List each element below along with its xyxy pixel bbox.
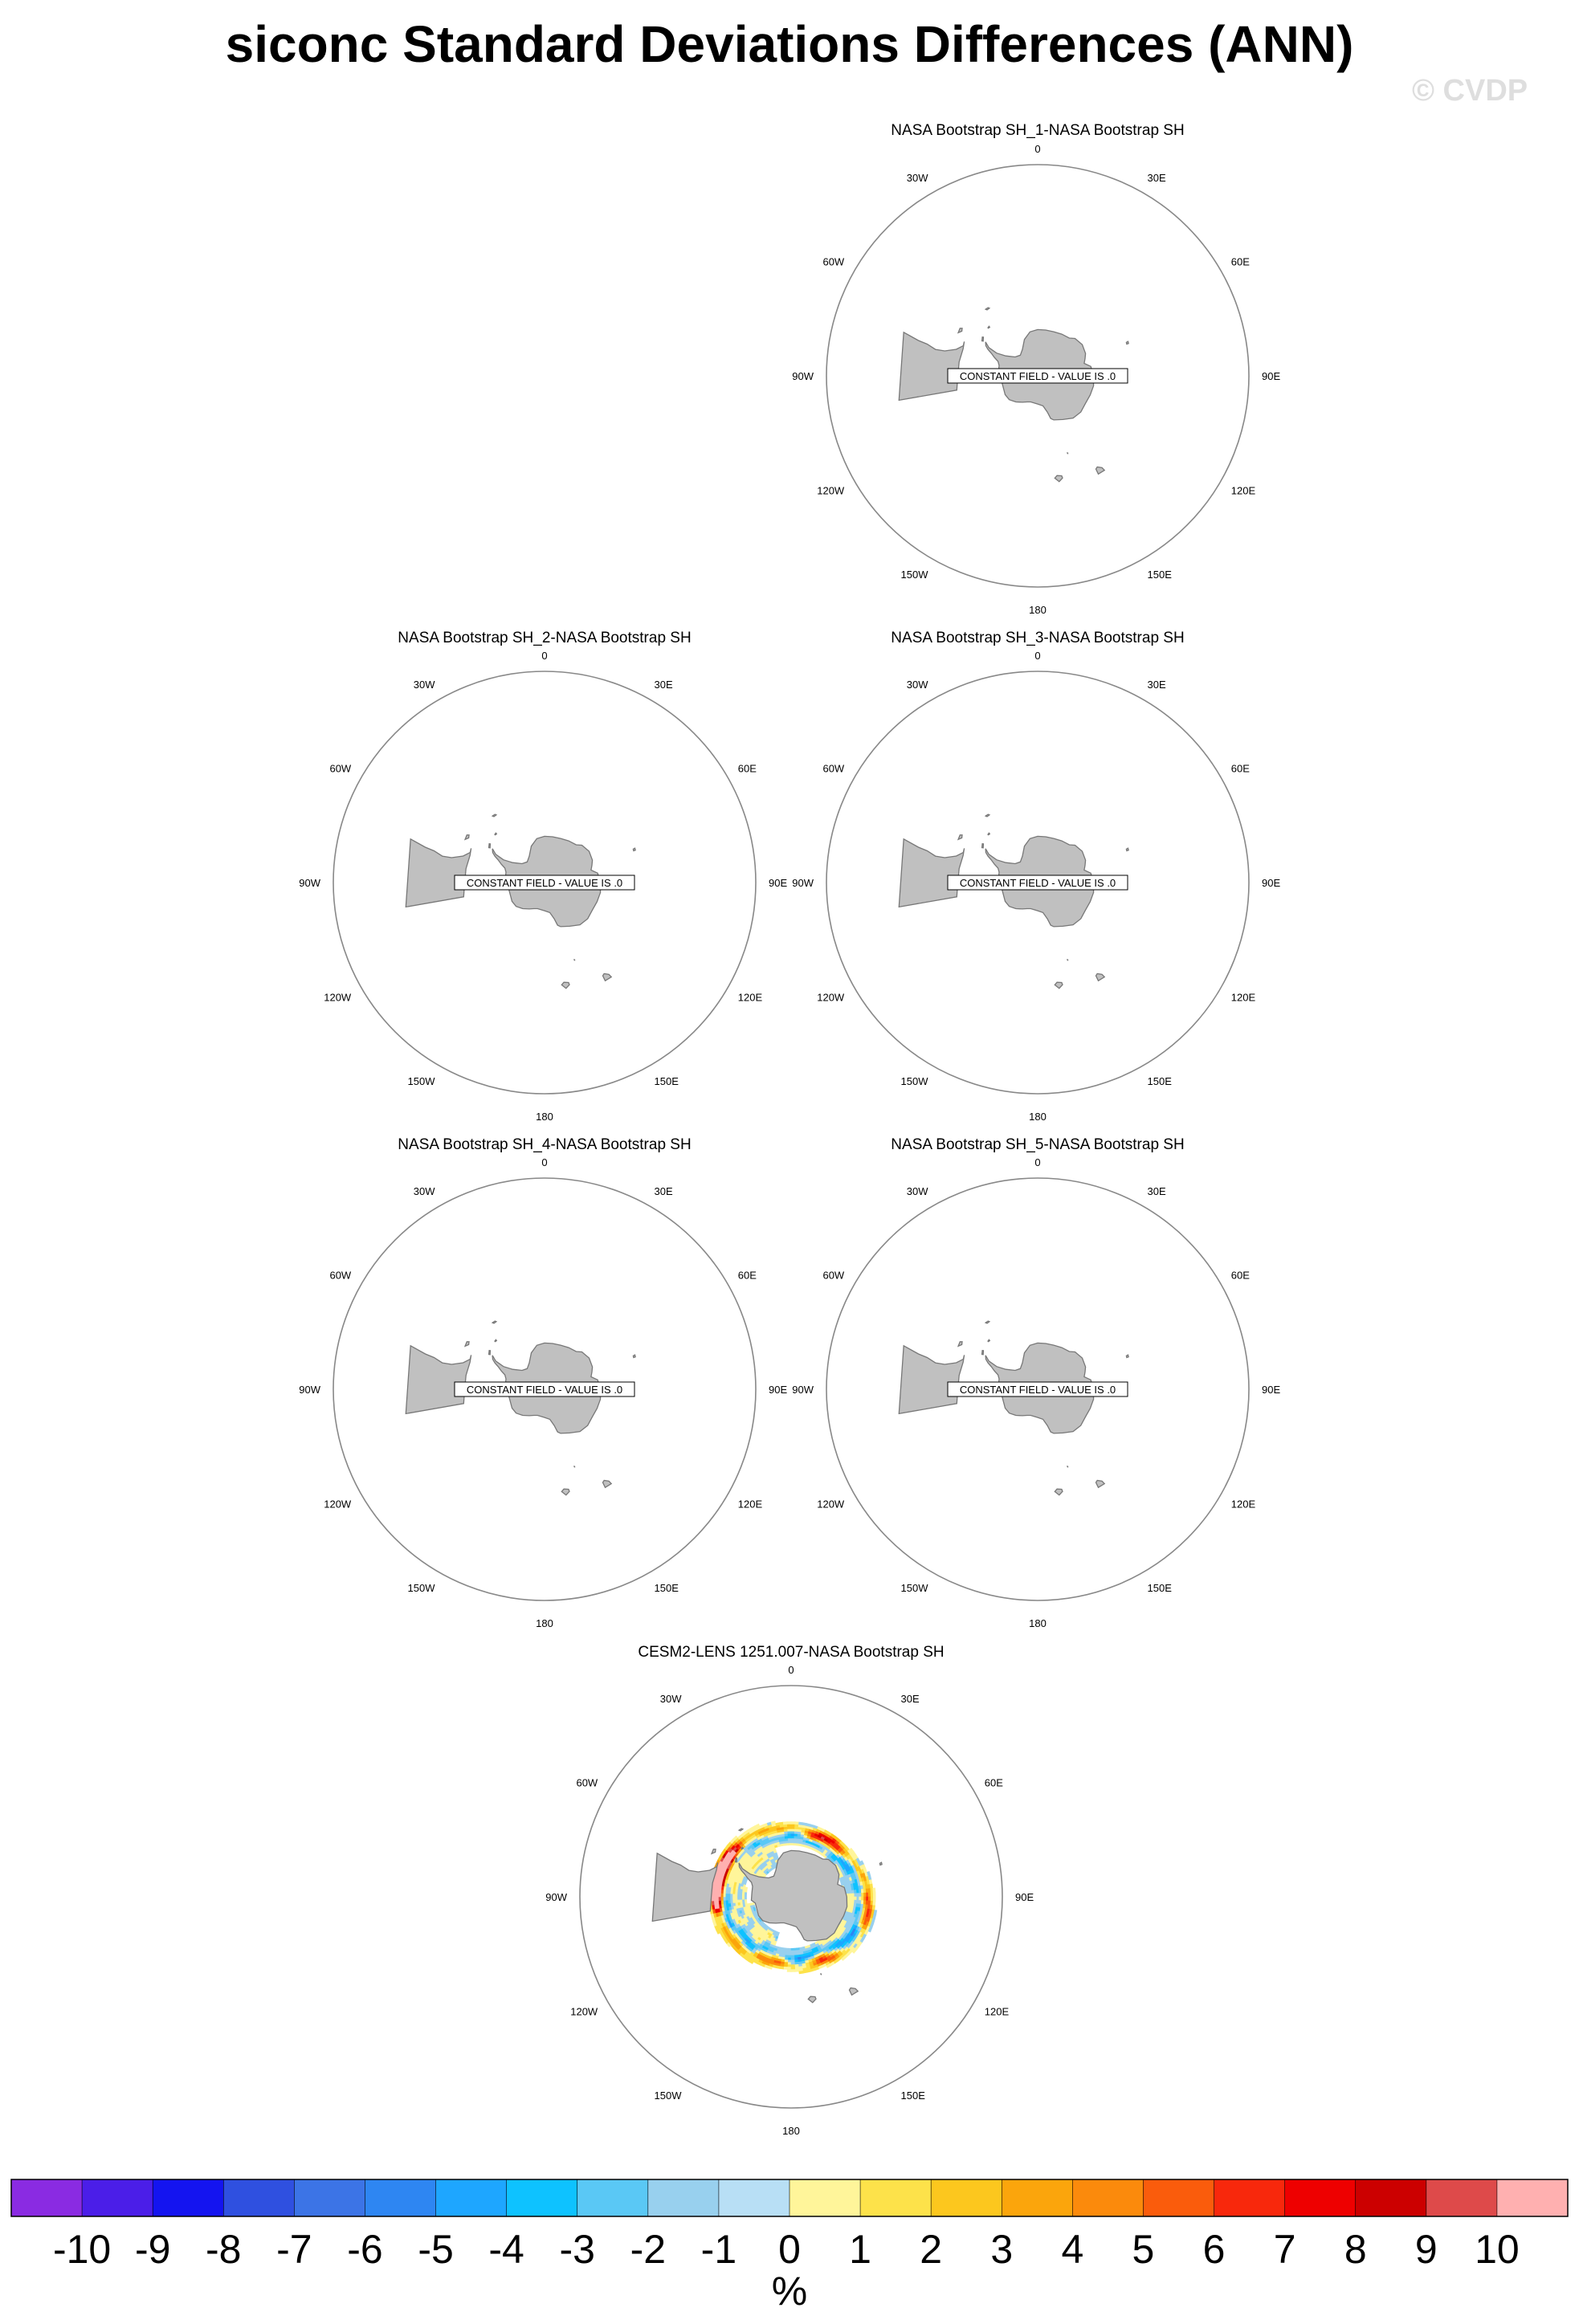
colorbar-swatch bbox=[577, 2179, 648, 2216]
colorbar-swatch bbox=[860, 2179, 931, 2216]
colorbar-swatch bbox=[719, 2179, 790, 2216]
lon-label-3-5: 150E bbox=[654, 1581, 679, 1594]
lon-label-2-3: 90E bbox=[1262, 877, 1281, 889]
lon-label-1-11: 30W bbox=[413, 679, 435, 691]
lon-label-0-5: 150E bbox=[1147, 568, 1172, 581]
panel-title-6: CESM2-LENS 1251.007-NASA Bootstrap SH bbox=[638, 1644, 945, 1661]
lon-label-0-2: 60E bbox=[1230, 255, 1250, 268]
lon-label-5-6: 180 bbox=[782, 2125, 800, 2137]
lon-label-4-5: 150E bbox=[1147, 1581, 1172, 1594]
lon-label-0-9: 90W bbox=[792, 370, 814, 382]
lon-label-2-2: 60E bbox=[1230, 762, 1250, 775]
lon-label-2-1: 30E bbox=[1147, 679, 1166, 691]
lon-label-2-4: 120E bbox=[1230, 991, 1256, 1004]
svg-text:CONSTANT FIELD - VALUE IS .0: CONSTANT FIELD - VALUE IS .0 bbox=[959, 877, 1116, 889]
lon-label-2-0: 0 bbox=[1034, 650, 1041, 662]
colorbar-tick-label: -5 bbox=[418, 2227, 454, 2272]
colorbar-tick-label: 2 bbox=[920, 2227, 943, 2272]
colorbar-swatch bbox=[223, 2179, 294, 2216]
lon-label-0-4: 120E bbox=[1230, 484, 1256, 497]
lon-label-3-9: 90W bbox=[299, 1384, 320, 1396]
colorbar-tick-label: -1 bbox=[700, 2227, 737, 2272]
lon-label-5-3: 90E bbox=[1015, 1891, 1034, 1903]
colorbar-swatch bbox=[82, 2179, 153, 2216]
colorbar-tick-label: 0 bbox=[778, 2227, 801, 2272]
lon-label-5-9: 90W bbox=[545, 1891, 567, 1903]
lon-label-4-1: 30E bbox=[1147, 1185, 1166, 1198]
lon-label-5-4: 120E bbox=[984, 2005, 1010, 2018]
lon-label-3-4: 120E bbox=[737, 1498, 763, 1511]
colorbar-tick-label: 5 bbox=[1132, 2227, 1155, 2272]
colorbar-swatch bbox=[294, 2179, 365, 2216]
colorbar-tick-label: 10 bbox=[1475, 2227, 1520, 2272]
colorbar-swatch bbox=[1143, 2179, 1214, 2216]
colorbar-tick-label: -9 bbox=[134, 2227, 171, 2272]
lon-label-0-1: 30E bbox=[1147, 172, 1166, 185]
lon-label-4-11: 30W bbox=[906, 1185, 928, 1198]
lon-label-5-11: 30W bbox=[659, 1693, 682, 1706]
panel-title-4: NASA Bootstrap SH_4-NASA Bootstrap SH bbox=[398, 1136, 692, 1153]
colorbar-tick-label: 4 bbox=[1061, 2227, 1084, 2272]
lon-label-1-0: 0 bbox=[541, 650, 548, 662]
lon-label-3-11: 30W bbox=[413, 1185, 435, 1198]
lon-label-4-4: 120E bbox=[1230, 1498, 1256, 1511]
colorbar-swatch bbox=[153, 2179, 223, 2216]
lon-label-2-7: 150W bbox=[900, 1074, 928, 1087]
lon-label-0-0: 0 bbox=[1034, 143, 1041, 155]
colorbar-swatch bbox=[507, 2179, 577, 2216]
lon-label-3-2: 60E bbox=[737, 1269, 757, 1282]
colorbar-swatch bbox=[1285, 2179, 1356, 2216]
lon-label-4-6: 180 bbox=[1029, 1617, 1047, 1629]
lon-label-0-8: 120W bbox=[817, 484, 845, 497]
lon-label-1-10: 60W bbox=[329, 762, 352, 775]
colorbar-tick-label: 7 bbox=[1273, 2227, 1296, 2272]
lon-label-2-6: 180 bbox=[1029, 1111, 1047, 1123]
colorbar-tick-label: 3 bbox=[990, 2227, 1014, 2272]
lon-label-4-2: 60E bbox=[1230, 1269, 1250, 1282]
colorbar-unit: % bbox=[771, 2269, 808, 2314]
svg-text:CONSTANT FIELD - VALUE IS .0: CONSTANT FIELD - VALUE IS .0 bbox=[959, 370, 1116, 382]
lon-label-5-1: 30E bbox=[900, 1693, 920, 1706]
colorbar-swatch bbox=[1426, 2179, 1497, 2216]
panel-title-2: NASA Bootstrap SH_2-NASA Bootstrap SH bbox=[398, 630, 692, 646]
svg-text:CONSTANT FIELD - VALUE IS .0: CONSTANT FIELD - VALUE IS .0 bbox=[466, 877, 623, 889]
lon-label-5-8: 120W bbox=[570, 2005, 598, 2018]
lon-label-0-6: 180 bbox=[1029, 604, 1047, 616]
colorbar-swatch bbox=[365, 2179, 435, 2216]
colorbar-tick-label: 1 bbox=[849, 2227, 871, 2272]
lon-label-3-8: 120W bbox=[324, 1498, 352, 1511]
lon-label-1-3: 90E bbox=[769, 877, 788, 889]
colorbar-swatch bbox=[1214, 2179, 1285, 2216]
colorbar-swatch bbox=[1356, 2179, 1426, 2216]
lon-label-1-5: 150E bbox=[654, 1074, 679, 1087]
lon-label-2-11: 30W bbox=[906, 679, 928, 691]
watermark: © CVDP bbox=[1412, 74, 1528, 108]
panel-title-5: NASA Bootstrap SH_5-NASA Bootstrap SH bbox=[891, 1136, 1185, 1153]
colorbar-swatch bbox=[11, 2179, 82, 2216]
colorbar-tick-label: 6 bbox=[1202, 2227, 1226, 2272]
colorbar-tick-label: 8 bbox=[1344, 2227, 1367, 2272]
colorbar-tick-label: -4 bbox=[488, 2227, 524, 2272]
lon-label-0-3: 90E bbox=[1262, 370, 1281, 382]
lon-label-3-1: 30E bbox=[654, 1185, 673, 1198]
colorbar-tick-label: -8 bbox=[206, 2227, 242, 2272]
panel-title-1: NASA Bootstrap SH_1-NASA Bootstrap SH bbox=[891, 122, 1185, 139]
panel-title-3: NASA Bootstrap SH_3-NASA Bootstrap SH bbox=[891, 630, 1185, 646]
lon-label-1-2: 60E bbox=[737, 762, 757, 775]
colorbar-swatch bbox=[931, 2179, 1002, 2216]
lon-label-2-9: 90W bbox=[792, 877, 814, 889]
lon-label-3-0: 0 bbox=[541, 1156, 548, 1168]
colorbar-tick-label: -3 bbox=[559, 2227, 595, 2272]
lon-label-1-1: 30E bbox=[654, 679, 673, 691]
lon-label-0-7: 150W bbox=[900, 568, 928, 581]
lon-label-3-10: 60W bbox=[329, 1269, 352, 1282]
lon-label-5-5: 150E bbox=[900, 2089, 925, 2102]
lon-label-1-9: 90W bbox=[299, 877, 320, 889]
colorbar-swatch bbox=[436, 2179, 507, 2216]
colorbar-tick-label: -2 bbox=[630, 2227, 667, 2272]
lon-label-4-7: 150W bbox=[900, 1581, 928, 1594]
colorbar-swatch bbox=[1002, 2179, 1072, 2216]
lon-label-4-10: 60W bbox=[822, 1269, 845, 1282]
lon-label-5-7: 150W bbox=[654, 2089, 682, 2102]
colorbar-swatch bbox=[648, 2179, 719, 2216]
colorbar-tick-label: -10 bbox=[52, 2227, 112, 2272]
lon-label-4-3: 90E bbox=[1262, 1384, 1281, 1396]
lon-label-1-7: 150W bbox=[407, 1074, 435, 1087]
lon-label-5-2: 60E bbox=[984, 1776, 1003, 1789]
colorbar-tick-label: 9 bbox=[1414, 2227, 1438, 2272]
lon-label-5-0: 0 bbox=[788, 1664, 794, 1676]
svg-text:CONSTANT FIELD - VALUE IS .0: CONSTANT FIELD - VALUE IS .0 bbox=[959, 1384, 1116, 1396]
lon-label-0-10: 60W bbox=[822, 255, 845, 268]
figure-title: siconc Standard Deviations Differences (ANN) bbox=[225, 15, 1354, 73]
lon-label-4-8: 120W bbox=[817, 1498, 845, 1511]
colorbar-tick-label: -7 bbox=[276, 2227, 312, 2272]
lon-label-2-8: 120W bbox=[817, 991, 845, 1004]
colorbar-tick-label: -6 bbox=[347, 2227, 383, 2272]
lon-label-3-6: 180 bbox=[536, 1617, 553, 1629]
lon-label-1-8: 120W bbox=[324, 991, 352, 1004]
lon-label-3-7: 150W bbox=[407, 1581, 435, 1594]
colorbar-swatch bbox=[1497, 2179, 1568, 2216]
lon-label-0-11: 30W bbox=[906, 172, 928, 185]
lon-label-4-0: 0 bbox=[1034, 1156, 1041, 1168]
lon-label-5-10: 60W bbox=[576, 1776, 598, 1789]
colorbar-swatch bbox=[790, 2179, 860, 2216]
colorbar-swatch bbox=[1072, 2179, 1143, 2216]
svg-text:CONSTANT FIELD - VALUE IS .0: CONSTANT FIELD - VALUE IS .0 bbox=[466, 1384, 623, 1396]
lon-label-1-6: 180 bbox=[536, 1111, 553, 1123]
lon-label-2-5: 150E bbox=[1147, 1074, 1172, 1087]
lon-label-4-9: 90W bbox=[792, 1384, 814, 1396]
lon-label-2-10: 60W bbox=[822, 762, 845, 775]
lon-label-1-4: 120E bbox=[737, 991, 763, 1004]
lon-label-3-3: 90E bbox=[769, 1384, 788, 1396]
